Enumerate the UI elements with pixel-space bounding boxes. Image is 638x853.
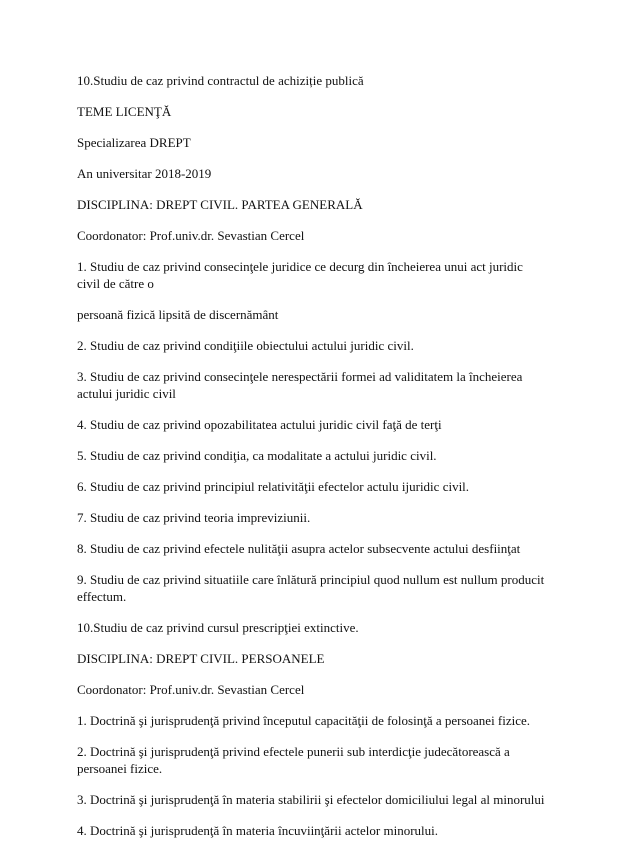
topic-item: 6. Studiu de caz privind principiul relativităţii efectelor actulu ijuridic civil. [77,479,470,494]
topic-item: 10.Studiu de caz privind cursul prescripţiei extinctive. [77,620,359,635]
discipline-heading: DISCIPLINA: DREPT CIVIL. PERSOANELE [77,651,325,666]
topic-item: 8. Studiu de caz privind efectele nulităţii asupra actelor subsecvente actului desfiinţat [77,541,521,556]
topic-continuation: persoană fizică lipsită de discernământ [77,307,279,322]
document-line: An universitar 2018-2019 [77,166,212,181]
topic-item: 7. Studiu de caz privind teoria impreviziunii. [77,510,311,525]
discipline-heading: DISCIPLINA: DREPT CIVIL. PARTEA GENERALĂ [77,197,363,212]
document-line: 10.Studiu de caz privind contractul de achiziție publică [77,73,364,88]
coordinator-line: Coordonator: Prof.univ.dr. Sevastian Cercel [77,682,305,697]
topic-item: 4. Doctrină şi jurisprudenţă în materia încuviinţării actelor minorului. [77,823,439,838]
topic-item: 5. Studiu de caz privind condiţia, ca modalitate a actului juridic civil. [77,448,437,463]
document-body [77,72,547,853]
topic-item: 1. Doctrină şi jurisprudenţă privind începutul capacităţii de folosinţă a persoanei fizice. [77,713,531,728]
topic-item: 2. Doctrină şi jurisprudenţă privind efectele punerii sub interdicţie judecătorească a persoanei fizice. [77,744,510,776]
document-line: Specializarea DREPT [77,135,191,150]
topic-item: 1. Studiu de caz privind consecinţele juridice ce decurg din încheierea unui act juridic civil de către o [77,259,523,291]
topic-item: 4. Studiu de caz privind opozabilitatea actului juridic civil faţă de terţi [77,417,442,432]
document-heading: TEME LICENŢĂ [77,104,172,119]
topic-item: 9. Studiu de caz privind situatiile care înlătură principiul quod nullum est nullum producit effectum. [77,572,545,604]
topic-item: 3. Doctrină şi jurisprudenţă în materia stabilirii şi efectelor domiciliului legal al minorului [77,792,545,807]
coordinator-line: Coordonator: Prof.univ.dr. Sevastian Cercel [77,228,305,243]
topic-item: 3. Studiu de caz privind consecinţele nerespectării formei ad validitatem la încheierea actului juridic civil [77,369,523,401]
topic-item: 2. Studiu de caz privind condiţiile obiectului actului juridic civil. [77,338,414,353]
